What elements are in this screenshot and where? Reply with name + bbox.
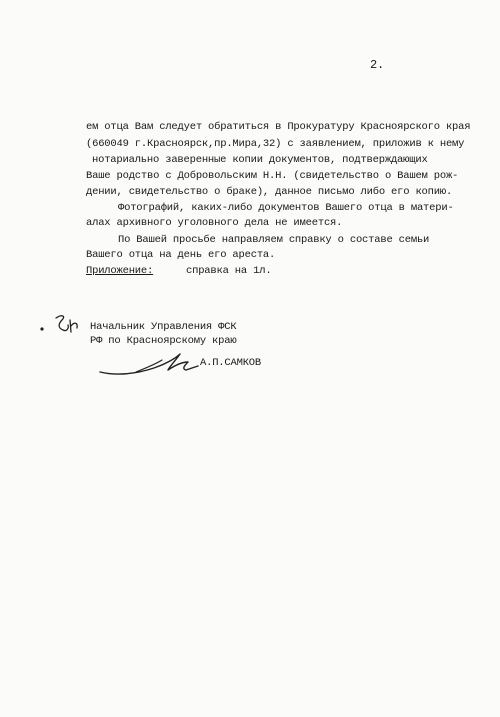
body-line: (660049 г.Красноярск,пр.Мира,32) с заявлением, приложив к нему bbox=[86, 138, 465, 150]
signatory-title: Начальник Управления ФСК bbox=[90, 321, 237, 333]
page-number: 2. bbox=[370, 58, 385, 72]
signature-icon bbox=[96, 350, 206, 380]
body-line: дении, свидетельство о браке), данное письмо либо его копию. bbox=[86, 186, 453, 198]
signatory-region: РФ по Красноярскому краю bbox=[90, 335, 237, 347]
body-line: Ваше родство с Добровольским Н.Н. (свидетельство о Вашем рож- bbox=[86, 170, 459, 182]
handwritten-mark-icon bbox=[36, 310, 86, 340]
body-line: По Вашей просьбе направляем справку о составе семьи bbox=[118, 234, 430, 246]
attachment-text: справка на 1л. bbox=[186, 265, 272, 277]
body-line: ем отца Вам следует обратиться в Прокуратуру Красноярского края bbox=[86, 121, 471, 133]
body-line: алах архивного уголовного дела не имеется. bbox=[86, 217, 343, 229]
body-line: Вашего отца на день его ареста. bbox=[86, 249, 276, 261]
body-line: нотариально заверенные копии документов, подтверждающих bbox=[92, 154, 428, 166]
body-line: Фотографий, каких-либо документов Вашего отца в матери- bbox=[118, 202, 454, 214]
attachment-label: Приложение: bbox=[86, 265, 154, 277]
signatory-name: А.П.САМКОВ bbox=[200, 357, 262, 369]
